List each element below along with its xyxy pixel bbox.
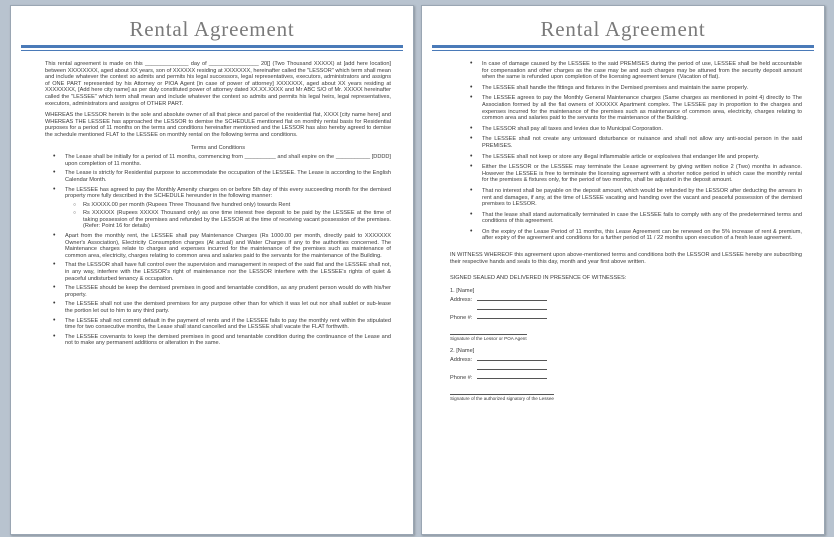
term-item: • That the LESSOR shall have full control over the supervision and management in respect of the said flat and the LESSEE shall not, in any way, interfere with the LESSOR's right of maintenance nor the LESSOR interfere with the LESSEE's rights of quiet & peaceful undisturbed tenancy & occupation. [65,262,391,282]
address-field[interactable] [477,355,547,361]
term-item: • The LESSEE shall not keep or store any illegal inflammable article or explosives that endanger life and property. [482,154,802,161]
terms-list [45,154,391,347]
signature-caption-lessor: Signature of the Lessor or POA Agent [450,335,527,341]
page-title: Rental Agreement [129,17,295,41]
witness-1-phone-row [450,313,802,322]
term-item: • The LESSEE covenants to keep the demised premises in good and tenantable condition during the continuance of the Lease and not to make any permanent additions or alteration in the same. [65,334,391,347]
term-item: • On the expiry of the Lease Period of 11 months, this Lease Agreement can be renewed on the 5% increase of rent & premium, after expiry of the agreement and conditions for a further period of 11 / 22 months upon execution of a fresh lease agreement. [482,229,802,242]
address-field[interactable] [477,295,547,301]
phone-field[interactable] [477,373,547,379]
term-item: • In case of damage caused by the LESSEE to the said PREMISES during the period of use, LESSEE shall be held accountable for compensation and other charges as the case may be and such charges may be attuned from the security deposit amount when the same is refunded upon completion of the licensing agreement tenure (Vacation of flat). [482,61,802,81]
address-field-line-2[interactable] [477,364,547,370]
title-rule [21,45,403,48]
whereas-paragraph: WHEREAS the LESSOR herein is the sole and absolute owner of all that piece and parcel of the residential flat, XXXX [city name here] and WHEREAS THE LESSEE has approached the LESSOR to demise the SCHEDULE mentioned flat on monthly rental basis for Residential purposes for a period of 11 months on the terms and conditions hereinafter mentioned and the LESSOR has also hereby agreed to demise the schedule mentioned FLAT to the LESSEE on monthly rental on the following terms and conditions. [45,112,391,138]
sub-terms-list [65,202,391,230]
term-item: • Apart from the monthly rent, the LESSEE shall pay Maintenance Charges (Rs 1000.00 per month, directly paid to XXXXXXX Owner's Association), Electricity Consumption charges (At actual) and Water Charges if any to the authorities concerned. The Maintenance charges relate to charges and expenses incurred for the maintenance of the premises such as maintenance of common area, electricity, charges relating to common area and salaries paid to the servants for the maintenance of the Building. [65,233,391,259]
document-page-right [421,5,825,535]
witness-1-address-row [450,295,802,304]
term-item: • The LESSOR shall pay all taxes and levies due to Municipal Corporation. [482,126,802,133]
term-item: • The Lease shall be initially for a period of 11 months, commencing from __________ and shall expire on the ___________ [DDDD] upon completion of 11 months. [65,154,391,167]
term-item [65,187,391,231]
phone-label: Phone #: [450,314,473,321]
witness-2-address-row-2 [450,364,802,373]
term-item: • The LESSEE agrees to pay the Monthly General Maintenance charges (Same charges as mentioned in point 4) directly to The Association formed by all the flat owners of XXXXXX Apartment complex. The LESSEE pay in proportion to the charges and expenses incurred for the maintenance of the premises such as maintenance of common area, electricity, charges relating to common area and salaries paid to the servants for the maintenance of the Building. [482,95,802,121]
witness-1-block [450,287,802,348]
term-item: • That the lease shall stand automatically terminated in case the LESSEE fails to comply with any of the predetermined terms and conditions of this agreement. [482,212,802,225]
term-item: • The LESSEE shall not use the demised premises for any purpose other than for which it was let out nor shall sublet or sub-lease the portion let out to him to any third party. [65,301,391,314]
agreement-body [11,51,413,347]
signature-caption-lessee: Signature of the authorized signatory of the Lessee [450,396,554,402]
term-item: • The LESSEE shall not create any untoward disturbance or nuisance and shall not allow any anti-social person in the said PREMISES. [482,136,802,149]
term-item: • The LESSEE shall not commit default in the payment of rents and if the LESSEE fails to pay the monthly rent within the stipulated time for two consecutive months, the Lease shall stand cancelled and the LESSEE shall vacate the FLAT forthwith. [65,318,391,331]
terms-list [450,61,802,242]
address-field-line-2[interactable] [477,304,547,310]
page-title: Rental Agreement [540,17,706,41]
sub-term-item: ○ Rs XXXXXX (Rupees XXXXX Thousand only) as one time interest free deposit to be paid by the LESSEE at the time of taking possession of the premises and refunded by the LESSOR at the time of receiving vacant possession of the premises. (Refer: Point 16 for details) [83,210,391,230]
intro-paragraph: This rental agreement is made on this ______________ day of ________________ 20[] (Two Thousand XXXXX) at [add here location] between XXXXXXXX, aged about XX years, son of XXXXXX residing at XXXXXXX, hereinafter called the "LESSOR" which term shall mean and include whatever the context so admits and permits his legal successors, legal representatives, executors, administrators and assigns of ONE PART represented by his Attorney or PIOA Agent [in case of power of attorney] XXXXXXX, aged about XX years residing at XXXXXXXX, [Add here city name] as per duly constituted power of attorney dated XX.XX.XXXX and Mr ABC S/O of Mr. XXXXX hereinafter called the "LESSEE" which term shall mean and include whatever the context so admits and permits his legal heirs, legal representatives, executors, administrators and assigns of OTHER PART. [45,61,391,107]
term-item: • The LESSEE shall handle the fittings and fixtures in the Demised premises and maintain the same properly. [482,85,802,92]
title-rule [432,45,814,48]
signed-heading: SIGNED SEALED AND DELIVERED IN PRESENCE OF WITNESSES: [450,275,627,282]
term-item: • The Lease is strictly for Residential purpose to accommodate the occupation of the LESSEE. The Lease is according to the English Calendar Month. [65,170,391,183]
witness-2-address-row [450,355,802,364]
phone-field[interactable] [477,313,547,319]
witness-2-block [450,347,802,408]
address-label: Address: [450,357,473,364]
phone-label: Phone #: [450,375,473,382]
term-text: The LESSEE has agreed to pay the Monthly Amenity charges on or before 5th day of this every succeeding month for the demised property more fully described in the SCHEDULE hereunder in the following manner: [65,186,391,200]
document-page-left [10,5,414,535]
term-item: • Either the LESSOR or the LESSEE may terminate the Lease agreement by giving written notice 2 (Two) months in advance. However the LESSEE is free to terminate the licensing agreement with a shorter notice period in which case the monthly rental for the premises & fixtures only, for the period of two months, shall be adjusted in the deposit amount. [482,164,802,184]
witness-2-name: 2. [Name] [450,348,475,355]
term-item: • That no interest shall be payable on the deposit amount, which would be refunded by the LESSOR after deducting the arrears in rent and damages, if any, at the time of LESSEE vacating and handing over the vacant and peaceful possession of the demised premises to LESSOR. [482,188,802,208]
agreement-body [422,51,824,408]
terms-heading: Terms and Conditions [190,144,246,151]
term-item: • The LESSEE should be keep the demised premises in good and tenantable condition, as any prudent person would do with his/her property. [65,285,391,298]
witness-1-name: 1. [Name] [450,287,475,294]
witness-2-phone-row [450,373,802,382]
witness-1-address-row-2 [450,304,802,313]
sub-term-item: ○ Rs XXXXX.00 per month (Rupees Three Thousand five hundred only) towards Rent [83,202,391,209]
witness-paragraph: IN WITNESS WHEREOF this agreement upon above-mentioned terms and conditions both the LESSOR and LESSEE hereby are subscribing their respective hands and seals to this day, month and year first above written. [450,252,802,265]
address-label: Address: [450,296,473,303]
